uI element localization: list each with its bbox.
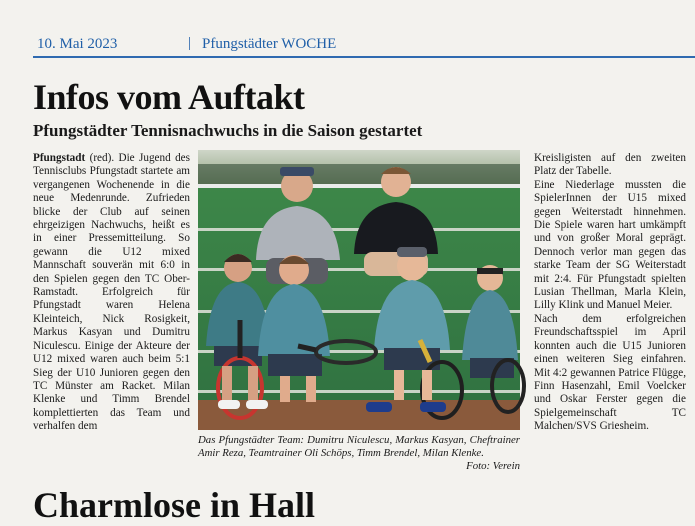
- article-body-left: (red). Die Jugend des Tennisclubs Pfungstadt startete am vergangenen Wochenende in die neue Medenrunde. Zufrieden blicke der Club auf seinen ehrgeizigen Nachwuchs, heißt es in einer Pressemitteilung. So gewann die U12 mixed Mannschaft souverän mit 6:0 in den Spielen gegen den TC Ober-Ramstadt. Erfolgreich für Pfungstadt waren Helena Kleinteich, Nick Rosigkeit, Markus Kasyan und Dumitru Niculescu. Einige der Akteure der U12 mixed waren auch beim 5:1 Sieg der U10 Junioren gegen den TC Münster am Racket. Milan Klenke und Timm Brendel komplettierten das Team und verhalfen dem: [33, 152, 190, 433]
- team-photo: [198, 150, 520, 430]
- next-article-headline-text: Charmlose in Hall: [33, 485, 316, 525]
- photo-caption: [198, 434, 520, 473]
- article-paragraph: Nach dem erfolgreichen Freundschaftsspiel im April konnten auch die U15 Junioren einen weiteren Sieg einfahren. Mit 4:2 gewannen Patrice Flügge, Finn Hasenzahl, Emil Voelcker und Oskar Ferster gegen die Spielgemeinschaft TC Malchen/SVS Griesheim.: [534, 312, 686, 433]
- article-paragraph: Kreisligisten auf den zweiten Platz der Tabelle.: [534, 152, 686, 178]
- publication-name: Pfungstädter WOCHE: [202, 36, 337, 52]
- photo-caption-text: Das Pfungstädter Team: Dumitru Niculescu, Markus Kasyan, Cheftrainer Amir Reza, Teamtrainer Oli Schöps, Timm Brendel, Milan Klenke.: [198, 434, 520, 459]
- article-paragraph: Eine Niederlage mussten die SpielerInnen der U15 mixed gegen Weiterstadt hinnehmen. Die Spiele waren hart umkämpft und von großer Moral geprägt. Dennoch verlor man gegen das starke Team der SG Weiterstadt mit 2:4. Für Pfungstadt spielten Lusian Thellman, Marla Klein, Lilly Klink und Manuel Meier.: [534, 178, 686, 312]
- header-separator: |: [188, 35, 192, 51]
- page-header: [0, 0, 695, 60]
- article-subheadline: Pfungstädter Tennisnachwuchs in die Saison gestartet: [33, 121, 423, 140]
- photo-credit: Foto: Verein: [466, 460, 520, 472]
- next-article-headline: [33, 485, 453, 525]
- header-rule: [33, 56, 695, 58]
- team-photo-illustration: [198, 150, 520, 430]
- article-column-left: [33, 152, 190, 434]
- article-column-right: [534, 152, 686, 434]
- dateline: Pfungstadt: [33, 152, 86, 164]
- issue-date: 10. Mai 2023: [37, 36, 118, 52]
- article-headline: Infos vom Auftakt: [33, 77, 305, 117]
